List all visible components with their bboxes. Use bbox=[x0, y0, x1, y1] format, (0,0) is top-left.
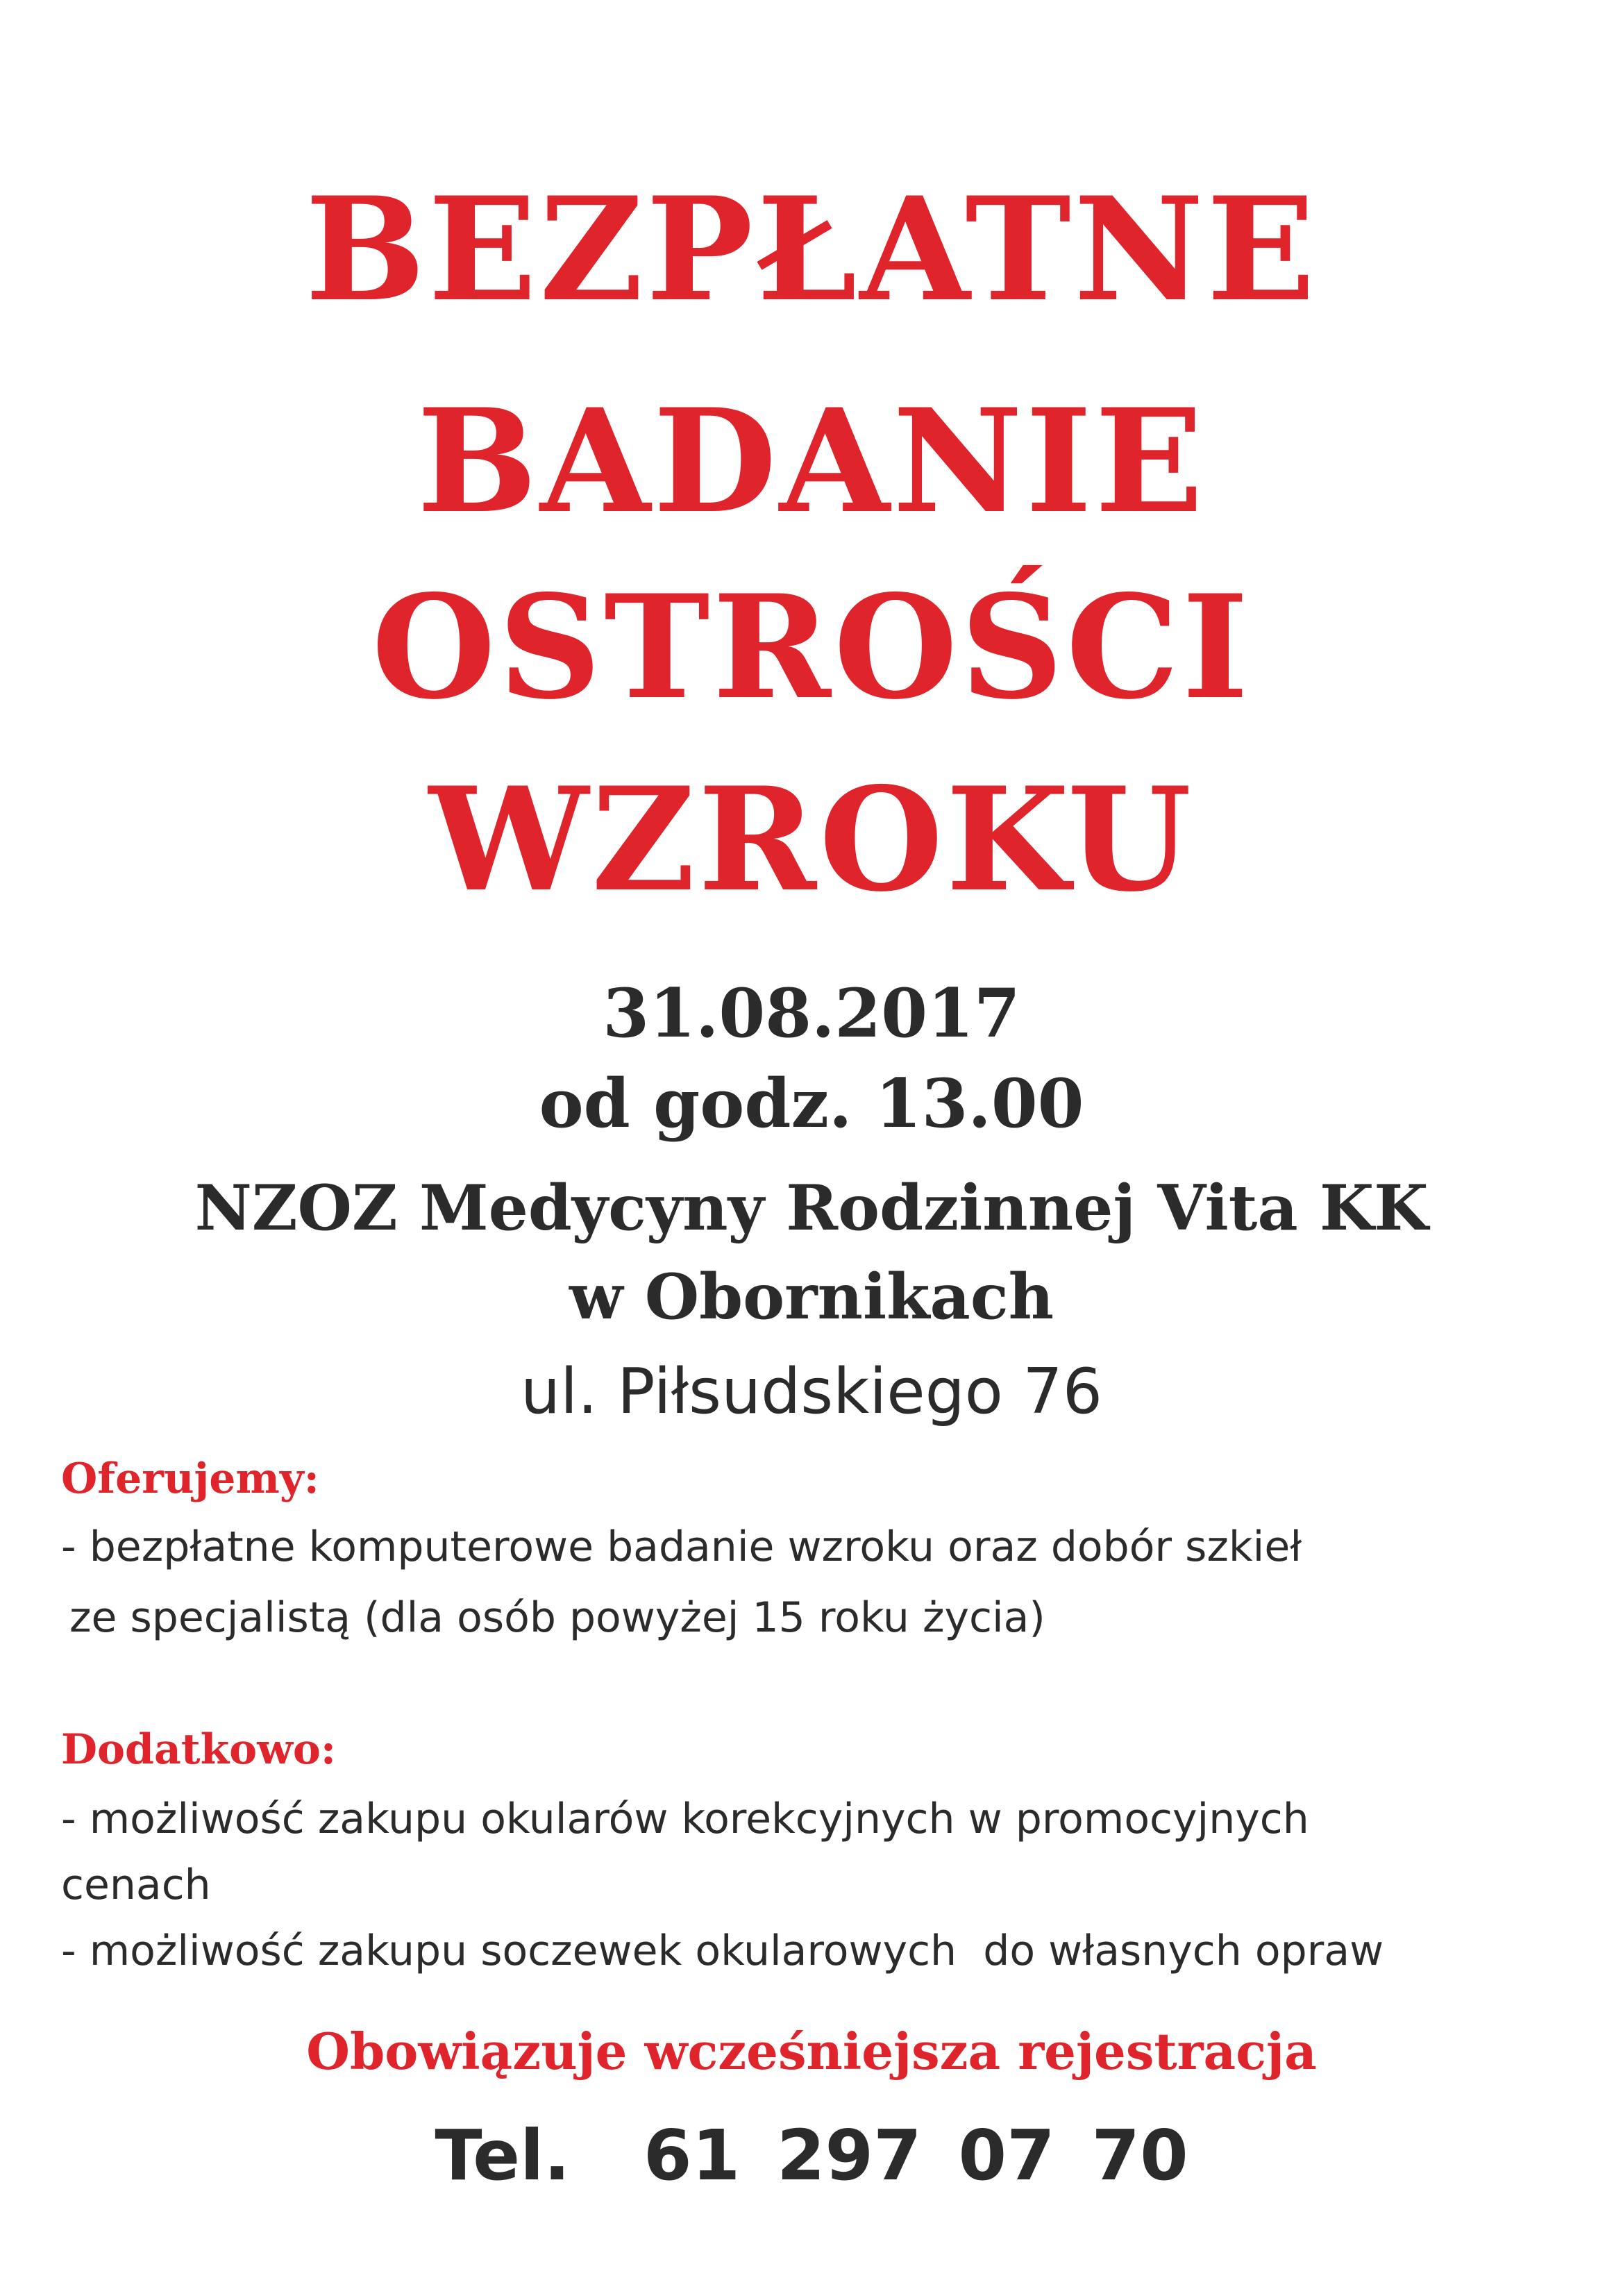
event-place: NZOZ Medycyny Rodzinnej Vita KK bbox=[194, 1171, 1429, 1245]
extra-line-2: cenach bbox=[61, 1861, 211, 1909]
offer-line-2: ze specjalistą (dla osób powyżej 15 roku życia) bbox=[69, 1593, 1045, 1642]
event-city: w Obornikach bbox=[569, 1260, 1054, 1334]
event-street: ul. Piłsudskiego 76 bbox=[521, 1355, 1102, 1428]
phone-number: Tel. 61 297 07 70 bbox=[435, 2115, 1188, 2196]
headline-line-2: BADANIE bbox=[417, 378, 1206, 545]
headline-line-4: WZROKU bbox=[428, 757, 1195, 923]
event-time: od godz. 13.00 bbox=[539, 1064, 1084, 1143]
extra-line-3: - możliwość zakupu soczewek okularowych do własnych opraw bbox=[61, 1927, 1384, 1975]
offer-line-1: - bezpłatne komputerowe badanie wzroku oraz dobór szkieł bbox=[61, 1523, 1302, 1571]
extra-line-1: - możliwość zakupu okularów korekcyjnych w promocyjnych bbox=[61, 1795, 1309, 1843]
headline-line-1: BEZPŁATNE bbox=[305, 167, 1318, 333]
registration-notice: Obowiązuje wcześniejsza rejestracja bbox=[306, 2022, 1317, 2081]
offer-label: Oferujemy: bbox=[61, 1455, 319, 1503]
event-date: 31.08.2017 bbox=[603, 974, 1020, 1053]
extra-label: Dodatkowo: bbox=[61, 1725, 337, 1774]
headline-line-3: OSTROŚCI bbox=[371, 564, 1252, 731]
